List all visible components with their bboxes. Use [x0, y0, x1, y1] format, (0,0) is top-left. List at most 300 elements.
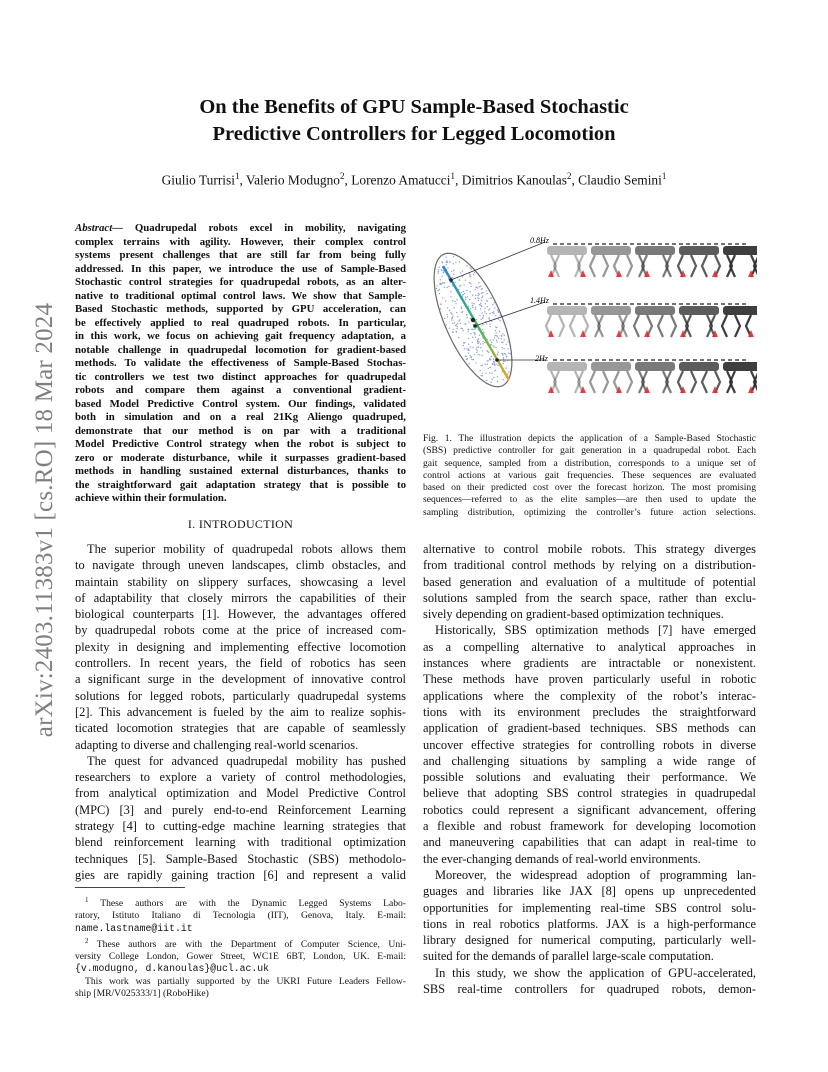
- author-affiliation: 1: [234, 171, 240, 181]
- sample-dot: [482, 355, 483, 356]
- sample-dot: [460, 292, 461, 293]
- sample-dot: [443, 272, 444, 273]
- sample-dot: [482, 343, 483, 344]
- sample-dot: [460, 272, 461, 273]
- sample-dot: [480, 343, 481, 344]
- sample-dot: [496, 332, 497, 333]
- text-line: guages and libraries like JAX [8] opens up unprecedented: [423, 884, 756, 899]
- sample-dot: [484, 342, 485, 343]
- sample-dot: [496, 327, 497, 328]
- sample-dot: [494, 364, 495, 365]
- sample-dot: [469, 299, 470, 300]
- text-line: SBS real-time controllers for quadruped robots, demon-: [423, 982, 756, 997]
- sample-dot: [479, 304, 480, 305]
- robot-body: [547, 306, 587, 315]
- sample-dot: [487, 300, 488, 301]
- footnote-email: {v.modugno, d.kanoulas}@ucl.ac.uk: [75, 963, 270, 975]
- sample-dot: [503, 357, 504, 358]
- sample-dot: [505, 367, 506, 368]
- sample-dot: [451, 271, 452, 272]
- sample-dot: [496, 335, 497, 336]
- author-list: Giulio Turrisi$^1$, Valerio Modugno$^2$, Lorenzo Amatucci$^1$, Dimitrios Kanoulas$^2$, Claudio Semini$^1$: [161, 171, 667, 188]
- sample-dot: [502, 353, 503, 354]
- sample-dot: [470, 355, 471, 356]
- robot-body: [635, 246, 675, 255]
- title-line-2: Predictive Controllers for Legged Locomotion: [212, 123, 616, 145]
- figure-caption: [423, 433, 756, 519]
- sample-dot: [469, 282, 470, 283]
- paper-title: [100, 94, 728, 148]
- sample-dot: [499, 320, 500, 321]
- sample-dot: [471, 329, 472, 330]
- text-line: control actions at various gait frequencies. These sequences are evaluated: [423, 469, 756, 481]
- sample-dot: [491, 373, 492, 374]
- sample-dot: [462, 276, 463, 277]
- right-paragraph-4: [423, 965, 756, 998]
- abstract: [75, 222, 406, 506]
- sample-dot: [440, 279, 441, 280]
- text-line: notable challenge in quadrupedal locomotion for gradient-based: [75, 343, 406, 356]
- sample-dot: [503, 363, 504, 364]
- text-line: application of gradient-based techniques. SBS methods can: [423, 721, 756, 736]
- sample-dot: [446, 261, 447, 262]
- sample-dot: [465, 297, 466, 298]
- sample-dot: [471, 359, 472, 360]
- sample-dot: [489, 324, 490, 325]
- title-line-1: On the Benefits of GPU Sample-Based Stochastic: [199, 96, 629, 118]
- sample-dot: [507, 373, 508, 374]
- sample-dot: [474, 332, 475, 333]
- text-line: The superior mobility of quadrupedal robots allows them: [87, 542, 406, 556]
- sample-dot: [460, 323, 461, 324]
- sample-dot: [441, 261, 442, 262]
- sample-dot: [468, 344, 469, 345]
- text-line: based generation and evaluation of a multitude of potential: [423, 574, 756, 589]
- sample-dot: [494, 337, 495, 338]
- arxiv-stamp: [24, 282, 66, 758]
- sample-dot: [470, 357, 471, 358]
- sample-dot: [473, 359, 474, 360]
- sample-dot: [478, 300, 479, 301]
- sample-dot: [478, 346, 479, 347]
- sample-dot: [459, 261, 460, 262]
- sample-dot: [469, 274, 470, 275]
- text-line: from analytical optimization and Model Predictive Control: [75, 786, 406, 801]
- sample-dot: [498, 338, 499, 339]
- sample-dot: [474, 329, 475, 330]
- text-line: possible solutions and evaluating their performance. We: [423, 770, 756, 785]
- text-line: demonstrate that our method is on par with a traditional: [75, 424, 406, 437]
- sample-dot: [503, 358, 504, 359]
- text-line: The quest for advanced quadrupedal mobility has pushed: [87, 753, 406, 768]
- sample-dot: [482, 341, 483, 342]
- text-line: and challenging situations by sampling a wide range of: [423, 753, 756, 768]
- sample-dot: [494, 370, 495, 371]
- sample-dot: [448, 286, 449, 287]
- sample-dot: [510, 353, 511, 354]
- sample-dot: [436, 285, 437, 286]
- sample-dot: [472, 342, 473, 343]
- text-line: opportunities for implementing real-time SBS control solu-: [423, 900, 756, 915]
- text-line: methods. To validate the effectiveness of Sample-Based Stochas-: [75, 357, 406, 369]
- text-line: These methods have proven particularly useful in robotic: [423, 672, 756, 687]
- sample-dot: [446, 257, 447, 258]
- sample-dot: [456, 312, 457, 313]
- text-line: tic controllers we test two distinct approaches for quadrupedal: [75, 370, 406, 383]
- robot-leg: [627, 255, 632, 277]
- text-line: Historically, SBS optimization methods [7] have emerged: [435, 623, 756, 638]
- sample-dot: [497, 341, 498, 342]
- sample-dot: [439, 266, 440, 267]
- sample-dot: [453, 270, 454, 271]
- axis-sample-point: [495, 358, 499, 362]
- sample-dot: [493, 345, 494, 346]
- sample-dot: [472, 329, 473, 330]
- sample-dot: [447, 267, 448, 268]
- text-line: ticated locomotion strategies that are capable of seamlessly: [75, 721, 406, 736]
- sample-dot: [508, 353, 509, 354]
- sample-dot: [470, 333, 471, 334]
- robot-leg: [671, 315, 676, 337]
- sample-dot: [466, 359, 467, 360]
- sample-dot: [479, 335, 480, 336]
- sample-dot: [461, 308, 462, 309]
- sample-dot: [467, 296, 468, 297]
- sample-dot: [463, 294, 464, 295]
- sample-dot: [475, 337, 476, 338]
- sample-dot: [492, 379, 493, 380]
- abstract-label: Abstract—: [75, 222, 123, 234]
- sample-dot: [452, 277, 453, 278]
- text-line: both in simulation and on a real 21Kg Aliengo quadruped,: [75, 411, 406, 423]
- robot-body: [679, 246, 719, 255]
- sample-dot: [439, 289, 440, 290]
- text-line: based on their predicted cost over the forecast horizon. The most promising: [423, 482, 756, 494]
- robot-body: [547, 362, 587, 371]
- sample-dot: [504, 335, 505, 336]
- sample-dot: [480, 286, 481, 287]
- sample-dot: [476, 347, 477, 348]
- author-name: Lorenzo Amatucci: [351, 172, 451, 188]
- freq-label-2: 1.4Hz: [530, 296, 549, 305]
- sample-dot: [494, 302, 495, 303]
- sample-dot: [488, 368, 489, 369]
- sample-dot: [505, 354, 506, 355]
- text-line: instances where gradients are intractable or nonexistent.: [423, 656, 756, 671]
- sample-dot: [496, 364, 497, 365]
- sample-dot: [464, 342, 465, 343]
- text-line: applications where the complexity of the robot’s interac-: [423, 688, 756, 703]
- sample-dot: [479, 286, 480, 287]
- sample-dot: [493, 346, 494, 347]
- sample-dot: [493, 377, 494, 378]
- sample-dot: [457, 326, 458, 327]
- sample-dot: [465, 299, 466, 300]
- sample-dot: [479, 294, 480, 295]
- robot-body: [547, 246, 587, 255]
- sample-dot: [483, 315, 484, 316]
- sample-dot: [489, 317, 490, 318]
- sample-dot: [452, 315, 453, 316]
- robot-body: [723, 362, 757, 371]
- robot-body: [679, 362, 719, 371]
- sample-dot: [452, 323, 453, 324]
- sample-dot: [496, 340, 497, 341]
- sample-dot: [491, 356, 492, 357]
- author-name: Giulio Turrisi: [161, 172, 235, 188]
- sample-dot: [479, 315, 480, 316]
- sample-dot: [480, 370, 481, 371]
- sample-dot: [491, 344, 492, 345]
- sample-dot: [501, 335, 502, 336]
- text-line: Stochastic control strategies for quadrupedal robots, as an alter-: [75, 276, 406, 288]
- sample-dot: [497, 354, 498, 355]
- text-line: of adaptability that closely mirrors the capabilities of their: [75, 590, 406, 605]
- robot-body: [591, 246, 631, 255]
- robot-leg: [634, 315, 639, 337]
- sample-dot: [447, 316, 448, 317]
- footnote-line: versity College London, Gower Street, WC1E 6BT, London, UK. E-mail:: [75, 951, 406, 963]
- text-line: the straightforward gait adaptation strategy that is possible to: [75, 478, 406, 491]
- sample-dot: [457, 323, 458, 324]
- text-line: sampling distribution, optimizing the controller’s future action selections.: [423, 506, 756, 518]
- sample-dot: [482, 324, 483, 325]
- right-paragraph-2: [423, 622, 756, 866]
- robot-body: [635, 306, 675, 315]
- sample-dot: [503, 361, 504, 362]
- sample-dot: [447, 307, 448, 308]
- sample-dot: [498, 312, 499, 313]
- text-line: native to traditional optimal control laws. We show that Sample-: [75, 289, 406, 302]
- sample-dot: [468, 338, 469, 339]
- sample-dot: [495, 335, 496, 336]
- sample-dot: [493, 359, 494, 360]
- sample-dot: [502, 333, 503, 334]
- robot-leg: [590, 371, 595, 393]
- text-line: solutions for legged robots, particularly quadrupedal systems: [75, 688, 406, 703]
- sample-dot: [480, 319, 481, 320]
- sample-dot: [454, 322, 455, 323]
- sample-dot: [503, 348, 504, 349]
- sample-dot: [477, 340, 478, 341]
- sample-dot: [444, 282, 445, 283]
- sample-dot: [494, 361, 495, 362]
- sample-dot: [455, 262, 456, 263]
- sample-dot: [475, 295, 476, 296]
- footnotes: [75, 894, 406, 1000]
- sample-dot: [495, 315, 496, 316]
- sample-dot: [460, 285, 461, 286]
- text-line: from traditional control methods by relying on a distribution-: [423, 558, 756, 573]
- sample-dot: [481, 300, 482, 301]
- sample-dot: [438, 273, 439, 274]
- sample-dot: [446, 264, 447, 265]
- sample-dot: [456, 299, 457, 300]
- sample-dot: [501, 338, 502, 339]
- text-line: techniques [5]. Sample-Based Stochastic (SBS) methodolo-: [75, 851, 406, 866]
- sample-dot: [455, 303, 456, 304]
- sample-dot: [462, 311, 463, 312]
- sample-dot: [458, 337, 459, 338]
- sample-dot: [468, 353, 469, 354]
- sample-dot: [451, 313, 452, 314]
- sample-dot: [490, 298, 491, 299]
- sample-dot: [504, 361, 505, 362]
- sample-dot: [450, 291, 451, 292]
- sample-dot: [508, 371, 509, 372]
- text-line: researchers to explore a variety of control methodologies,: [75, 770, 406, 785]
- gait-row: [546, 304, 757, 337]
- text-line: the ever-changing demands of real-world environments.: [423, 851, 701, 866]
- text-line: controllers. In recent years, the field of robotics has seen: [75, 656, 406, 671]
- author-name: Claudio Semini: [578, 172, 662, 188]
- text-line: by quadrupedal robots come at the price of increased com-: [75, 623, 406, 638]
- sample-dot: [506, 356, 507, 357]
- sample-dot: [482, 350, 483, 351]
- sample-dot: [497, 381, 498, 382]
- sample-dot: [444, 318, 445, 319]
- sample-dot: [447, 287, 448, 288]
- sample-dot: [470, 318, 471, 319]
- sample-dot: [472, 337, 473, 338]
- gait-row: [547, 244, 757, 277]
- sample-dot: [464, 293, 465, 294]
- sample-dot: [468, 363, 469, 364]
- sample-dot: [477, 287, 478, 288]
- sample-dot: [481, 375, 482, 376]
- sample-dot: [504, 353, 505, 354]
- text-line: gait sequence, sampled from a distribution, corresponds to a unique set of: [423, 457, 756, 469]
- sample-dot: [449, 310, 450, 311]
- text-line: a flexible and robust framework for developing locomotion: [423, 819, 756, 834]
- sample-dot: [459, 286, 460, 287]
- sample-dot: [492, 363, 493, 364]
- sample-dot: [486, 323, 487, 324]
- sample-dot: [465, 355, 466, 356]
- sample-dot: [489, 359, 490, 360]
- sample-dot: [442, 282, 443, 283]
- text-line: solutions sampled from the search space, rather than exclu-: [423, 590, 756, 605]
- author-name: Valerio Modugno: [245, 172, 340, 188]
- robot-body: [723, 246, 757, 255]
- sample-dot: [482, 365, 483, 366]
- sample-dot: [478, 295, 479, 296]
- sample-dot: [480, 347, 481, 348]
- text-line: maintain stability on slippery surfaces, showcasing a level: [75, 574, 406, 589]
- sample-dot: [480, 308, 481, 309]
- text-line: (MPC) [3] and purely end-to-end Reinforcement Learning: [75, 802, 406, 817]
- text-line: Based Stochastic methods, supported by GPU acceleration, can: [75, 303, 406, 315]
- sample-dot: [442, 297, 443, 298]
- robot-leg: [702, 371, 707, 393]
- footnote-line: $^2$ These authors are with the Department of Computer Science, Uni-: [85, 936, 407, 950]
- sample-dot: [485, 373, 486, 374]
- sample-dot: [463, 345, 464, 346]
- sample-dot: [493, 339, 494, 340]
- footnote-line: ratory, Istituto Italiano di Tecnologia (IIT), Genova, Italy. E-mail:: [75, 910, 406, 922]
- sample-dot: [473, 274, 474, 275]
- sample-dot: [507, 348, 508, 349]
- sample-dot: [458, 320, 459, 321]
- sample-dot: [489, 326, 490, 327]
- sample-dot: [498, 351, 499, 352]
- sample-dot: [493, 311, 494, 312]
- sample-dot: [449, 328, 450, 329]
- sample-dot: [497, 309, 498, 310]
- text-line: complex terrains with agility. However, their complex control: [75, 235, 406, 248]
- sample-dot: [503, 379, 504, 380]
- text-line: robotics could represent a significant advancement, offering: [423, 802, 756, 817]
- footnote-rule: [75, 887, 185, 888]
- author-affiliation: 2: [566, 171, 572, 181]
- text-line: blend reinforcement learning with traditional optimization: [75, 835, 406, 850]
- sample-dot: [486, 380, 487, 381]
- sample-dot: [441, 269, 442, 270]
- sample-dot: [471, 286, 472, 287]
- sample-dot: [491, 382, 492, 383]
- sample-dot: [457, 316, 458, 317]
- text-line: strategy [4] to cutting-edge machine learning strategies that: [75, 819, 406, 834]
- sample-dot: [499, 331, 500, 332]
- sample-dot: [502, 355, 503, 356]
- sample-dot: [470, 267, 471, 268]
- text-line: believe that adopting SBS control strategies in quadrupedal: [423, 786, 756, 801]
- sample-dot: [497, 336, 498, 337]
- sample-dot: [456, 331, 457, 332]
- sample-dot: [486, 350, 487, 351]
- sample-dot: [484, 308, 485, 309]
- sample-dot: [477, 343, 478, 344]
- leader-line: [475, 302, 545, 326]
- text-line: to navigate through uneven landscapes, climb obstacles, and: [75, 558, 406, 573]
- sample-dot: [481, 306, 482, 307]
- sample-dot: [454, 282, 455, 283]
- sample-dot: [452, 300, 453, 301]
- sample-dot: [478, 282, 479, 283]
- sample-dot: [436, 288, 437, 289]
- abstract-body: [75, 236, 406, 506]
- text-line: uncover effective strategies for controlling robots in diverse: [423, 737, 756, 752]
- sample-dot: [474, 272, 475, 273]
- sample-dot: [440, 308, 441, 309]
- sample-dot: [462, 330, 463, 331]
- text-line: Model Predictive Control strategy when the robot is subject to: [75, 438, 406, 450]
- text-line: a significant surge in the development of innovative control: [75, 672, 406, 687]
- sample-dot: [486, 313, 487, 314]
- sample-dot: [472, 307, 473, 308]
- text-line: based Model Predictive Control system. Our findings, validated: [75, 397, 406, 410]
- sample-dot: [478, 341, 479, 342]
- text-line: tions in real robotics platforms. JAX is a high-performance: [423, 916, 756, 931]
- sample-dot: [478, 298, 479, 299]
- sample-dot: [439, 284, 440, 285]
- text-line: tions with its environment precludes the straightforward: [423, 704, 756, 719]
- sample-dot: [452, 317, 453, 318]
- caption-text: [423, 433, 756, 519]
- sample-dot: [487, 360, 488, 361]
- robot-leg: [603, 255, 608, 277]
- sample-dot: [482, 329, 483, 330]
- sample-dot: [494, 307, 495, 308]
- sample-dot: [453, 256, 454, 257]
- author-name: Dimitrios Kanoulas: [461, 172, 567, 188]
- sample-dot: [480, 303, 481, 304]
- sample-dot: [454, 307, 455, 308]
- sample-dot: [466, 348, 467, 349]
- robot-leg: [722, 315, 727, 337]
- robot-body: [591, 306, 631, 315]
- sample-dot: [472, 295, 473, 296]
